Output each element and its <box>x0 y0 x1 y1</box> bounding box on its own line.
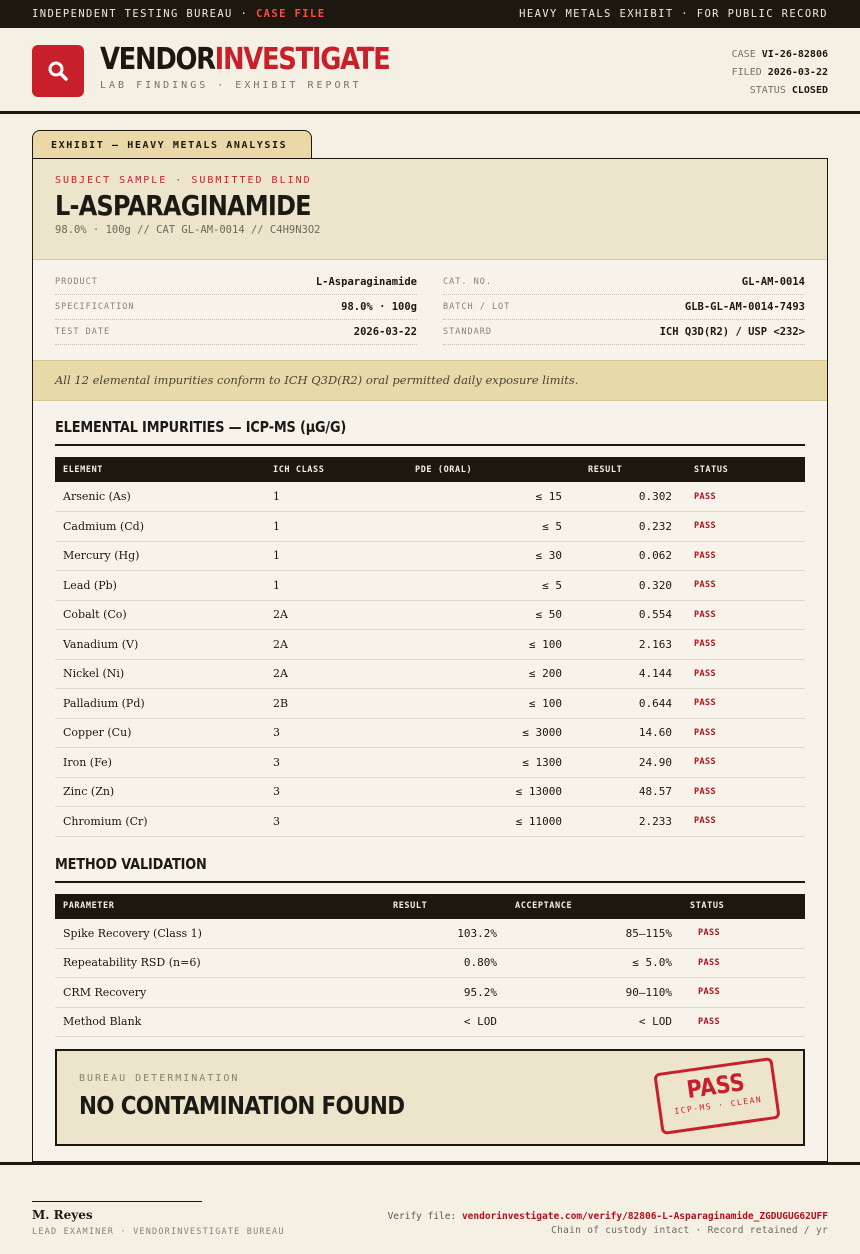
element-name: Mercury (Hg) <box>55 541 265 571</box>
case-status: CLOSED <box>791 85 828 96</box>
meta-label: PRODUCT <box>55 277 98 287</box>
pde-limit: ≤ 100 <box>395 689 570 719</box>
filed-row <box>732 64 828 82</box>
pde-limit: ≤ 5 <box>395 512 570 542</box>
table-row <box>55 512 805 542</box>
column-header: ICH CLASS <box>273 464 325 475</box>
impurities-table <box>55 457 805 837</box>
status-badge: PASS <box>680 777 805 807</box>
ich-class: 2A <box>265 630 395 660</box>
meta-value: GLB-GL-AM-0014-7493 <box>684 301 805 313</box>
table-row <box>55 689 805 719</box>
ich-class: 3 <box>265 748 395 778</box>
verify-link[interactable]: vendorinvestigate.com/verify/82806-L-Asparaginamide_ZGDUGUG62UFF <box>461 1211 828 1222</box>
examiner-role: LEAD EXAMINER · VENDORINVESTIGATE BUREAU <box>32 1227 285 1237</box>
top-bar <box>0 0 860 28</box>
result-value: 14.60 <box>570 718 680 748</box>
status-label: STATUS <box>749 85 786 96</box>
ich-class: 1 <box>265 512 395 542</box>
result-value: 95.2% <box>385 978 505 1008</box>
validation-title: METHOD VALIDATION <box>55 854 207 873</box>
result-value: 4.144 <box>570 659 680 689</box>
column-header: ELEMENT <box>63 464 104 475</box>
pde-limit: ≤ 5 <box>395 571 570 601</box>
parameter-name: Method Blank <box>55 1007 385 1037</box>
result-value: 103.2% <box>385 919 505 949</box>
subject-name: L-ASPARAGINAMIDE <box>55 189 311 222</box>
ich-class: 2A <box>265 600 395 630</box>
meta-value: L-Asparaginamide <box>315 276 417 288</box>
meta-row <box>55 295 417 320</box>
table-row <box>55 978 805 1008</box>
table-row <box>55 659 805 689</box>
acceptance-value: 85–115% <box>505 919 680 949</box>
footer-rule <box>0 1162 860 1165</box>
column-header: RESULT <box>588 464 623 475</box>
result-value: 24.90 <box>570 748 680 778</box>
column-header: STATUS <box>690 901 725 911</box>
element-name: Palladium (Pd) <box>55 689 265 719</box>
brand-name <box>100 42 389 78</box>
ich-class: 3 <box>265 718 395 748</box>
exhibit-public-label: HEAVY METALS EXHIBIT · FOR PUBLIC RECORD <box>519 8 828 20</box>
result-value: 0.320 <box>570 571 680 601</box>
impurities-body <box>55 482 805 836</box>
table-row <box>55 571 805 601</box>
meta-row <box>55 270 417 295</box>
element-name: Cadmium (Cd) <box>55 512 265 542</box>
signature-line <box>32 1201 202 1202</box>
table-row <box>55 919 805 949</box>
acceptance-value: < LOD <box>505 1007 680 1037</box>
element-name: Cobalt (Co) <box>55 600 265 630</box>
result-value: 2.163 <box>570 630 680 660</box>
stamp-sub: ICP-MS · CLEAN <box>673 1094 763 1117</box>
element-name: Nickel (Ni) <box>55 659 265 689</box>
exhibit-card <box>32 158 828 1162</box>
subject-kicker: SUBJECT SAMPLE · SUBMITTED BLIND <box>55 175 312 186</box>
ich-class: 3 <box>265 807 395 837</box>
column-header: STATUS <box>694 464 729 475</box>
column-header: ACCEPTANCE <box>515 901 573 911</box>
parameter-name: CRM Recovery <box>55 978 385 1008</box>
case-id-row <box>732 46 828 64</box>
examiner-name: M. Reyes <box>32 1208 93 1222</box>
verify-line <box>388 1211 828 1222</box>
element-name: Chromium (Cr) <box>55 807 265 837</box>
ich-class: 1 <box>265 541 395 571</box>
status-badge: PASS <box>680 659 805 689</box>
meta-grid <box>33 260 827 360</box>
report-header <box>0 28 860 114</box>
status-badge: PASS <box>680 948 805 978</box>
case-file-label: CASE FILE <box>255 8 326 20</box>
filed-date: 2026-03-22 <box>767 67 828 78</box>
status-badge: PASS <box>680 689 805 719</box>
ich-class: 2A <box>265 659 395 689</box>
pde-limit: ≤ 15 <box>395 482 570 512</box>
pde-limit: ≤ 11000 <box>395 807 570 837</box>
table-row <box>55 482 805 512</box>
status-badge: PASS <box>680 541 805 571</box>
pde-limit: ≤ 50 <box>395 600 570 630</box>
meta-row <box>55 320 417 345</box>
parameter-name: Repeatability RSD (n=6) <box>55 948 385 978</box>
ich-class: 3 <box>265 777 395 807</box>
meta-label: TEST DATE <box>55 327 111 337</box>
result-value: 0.80% <box>385 948 505 978</box>
meta-row <box>443 270 805 295</box>
result-value: 48.57 <box>570 777 680 807</box>
exhibit-tab[interactable]: EXHIBIT — HEAVY METALS ANALYSIS <box>32 130 312 158</box>
section-rule <box>55 881 805 883</box>
pde-limit: ≤ 100 <box>395 630 570 660</box>
status-badge: PASS <box>680 512 805 542</box>
subject-subline: 98.0% · 100g // CAT GL-AM-0014 // C4H9N3O2 <box>55 224 321 236</box>
meta-value: ICH Q3D(R2) / USP <232> <box>659 326 805 338</box>
meta-col-right <box>443 270 805 360</box>
meta-row <box>443 320 805 345</box>
element-name: Iron (Fe) <box>55 748 265 778</box>
meta-value: 98.0% · 100g <box>341 301 417 313</box>
determination-verdict: NO CONTAMINATION FOUND <box>79 1091 405 1120</box>
element-name: Lead (Pb) <box>55 571 265 601</box>
meta-row <box>443 295 805 320</box>
determination-label: BUREAU DETERMINATION <box>79 1073 240 1084</box>
stamp-main: PASS <box>684 1068 747 1104</box>
validation-section <box>33 837 827 1038</box>
result-value: 0.302 <box>570 482 680 512</box>
column-header: PDE (ORAL) <box>415 464 473 475</box>
case-id: VI-26-82806 <box>761 49 828 60</box>
status-badge: PASS <box>680 571 805 601</box>
table-row <box>55 948 805 978</box>
meta-label: SPECIFICATION <box>55 302 135 312</box>
impurities-section <box>33 401 827 837</box>
case-id-label: CASE <box>731 49 756 60</box>
validation-table <box>55 894 805 1038</box>
pde-limit: ≤ 200 <box>395 659 570 689</box>
pde-limit: ≤ 30 <box>395 541 570 571</box>
pde-limit: ≤ 13000 <box>395 777 570 807</box>
table-header-row <box>55 894 805 919</box>
status-badge: PASS <box>680 919 805 949</box>
pde-limit: ≤ 3000 <box>395 718 570 748</box>
element-name: Vanadium (V) <box>55 630 265 660</box>
status-badge: PASS <box>680 600 805 630</box>
top-bar-left <box>32 8 325 20</box>
meta-label: STANDARD <box>443 327 492 337</box>
result-value: 2.233 <box>570 807 680 837</box>
element-name: Arsenic (As) <box>55 482 265 512</box>
table-row <box>55 600 805 630</box>
table-row <box>55 807 805 837</box>
status-badge: PASS <box>680 1007 805 1037</box>
status-badge: PASS <box>680 630 805 660</box>
element-name: Copper (Cu) <box>55 718 265 748</box>
ich-class: 1 <box>265 482 395 512</box>
table-row <box>55 1007 805 1037</box>
result-value: 0.554 <box>570 600 680 630</box>
brand-name-part2: INVESTIGATE <box>214 42 390 77</box>
custody-note: Chain of custody intact · Record retained / yr <box>551 1225 828 1236</box>
status-badge: PASS <box>680 748 805 778</box>
status-badge: PASS <box>680 482 805 512</box>
table-row <box>55 777 805 807</box>
result-value: < LOD <box>385 1007 505 1037</box>
brand-name-part1: VENDOR <box>100 42 215 77</box>
validation-body <box>55 919 805 1037</box>
subject-panel <box>33 159 827 260</box>
meta-label: BATCH / LOT <box>443 302 511 312</box>
ich-class: 1 <box>265 571 395 601</box>
table-row <box>55 748 805 778</box>
element-name: Zinc (Zn) <box>55 777 265 807</box>
magnifier-icon <box>47 60 69 82</box>
column-header: RESULT <box>393 901 428 911</box>
status-badge: PASS <box>680 807 805 837</box>
acceptance-value: ≤ 5.0% <box>505 948 680 978</box>
table-row <box>55 630 805 660</box>
status-badge: PASS <box>680 978 805 1008</box>
result-value: 0.232 <box>570 512 680 542</box>
verify-label: Verify file: <box>387 1211 457 1222</box>
logo[interactable] <box>32 45 84 97</box>
case-meta <box>732 46 828 100</box>
filed-label: FILED <box>731 67 762 78</box>
impurities-title: ELEMENTAL IMPURITIES — ICP-MS (μG/G) <box>55 418 347 436</box>
meta-col-left <box>55 270 417 360</box>
column-header: PARAMETER <box>63 901 115 911</box>
determination-panel <box>55 1049 805 1146</box>
pass-stamp <box>653 1057 780 1135</box>
table-header-row <box>55 457 805 482</box>
meta-label: CAT. NO. <box>443 277 492 287</box>
ich-class: 2B <box>265 689 395 719</box>
table-row <box>55 541 805 571</box>
section-rule <box>55 444 805 446</box>
brand-tagline: LAB FINDINGS · EXHIBIT REPORT <box>100 80 362 91</box>
parameter-name: Spike Recovery (Class 1) <box>55 919 385 949</box>
status-row <box>732 82 828 100</box>
meta-value: GL-AM-0014 <box>741 276 805 288</box>
acceptance-value: 90–110% <box>505 978 680 1008</box>
meta-value: 2026-03-22 <box>353 326 417 338</box>
result-value: 0.644 <box>570 689 680 719</box>
table-row <box>55 718 805 748</box>
bureau-label: INDEPENDENT TESTING BUREAU · <box>32 8 256 20</box>
result-value: 0.062 <box>570 541 680 571</box>
summary-banner: All 12 elemental impurities conform to ICH Q3D(R2) oral permitted daily exposure limits. <box>33 360 827 401</box>
status-badge: PASS <box>680 718 805 748</box>
pde-limit: ≤ 1300 <box>395 748 570 778</box>
